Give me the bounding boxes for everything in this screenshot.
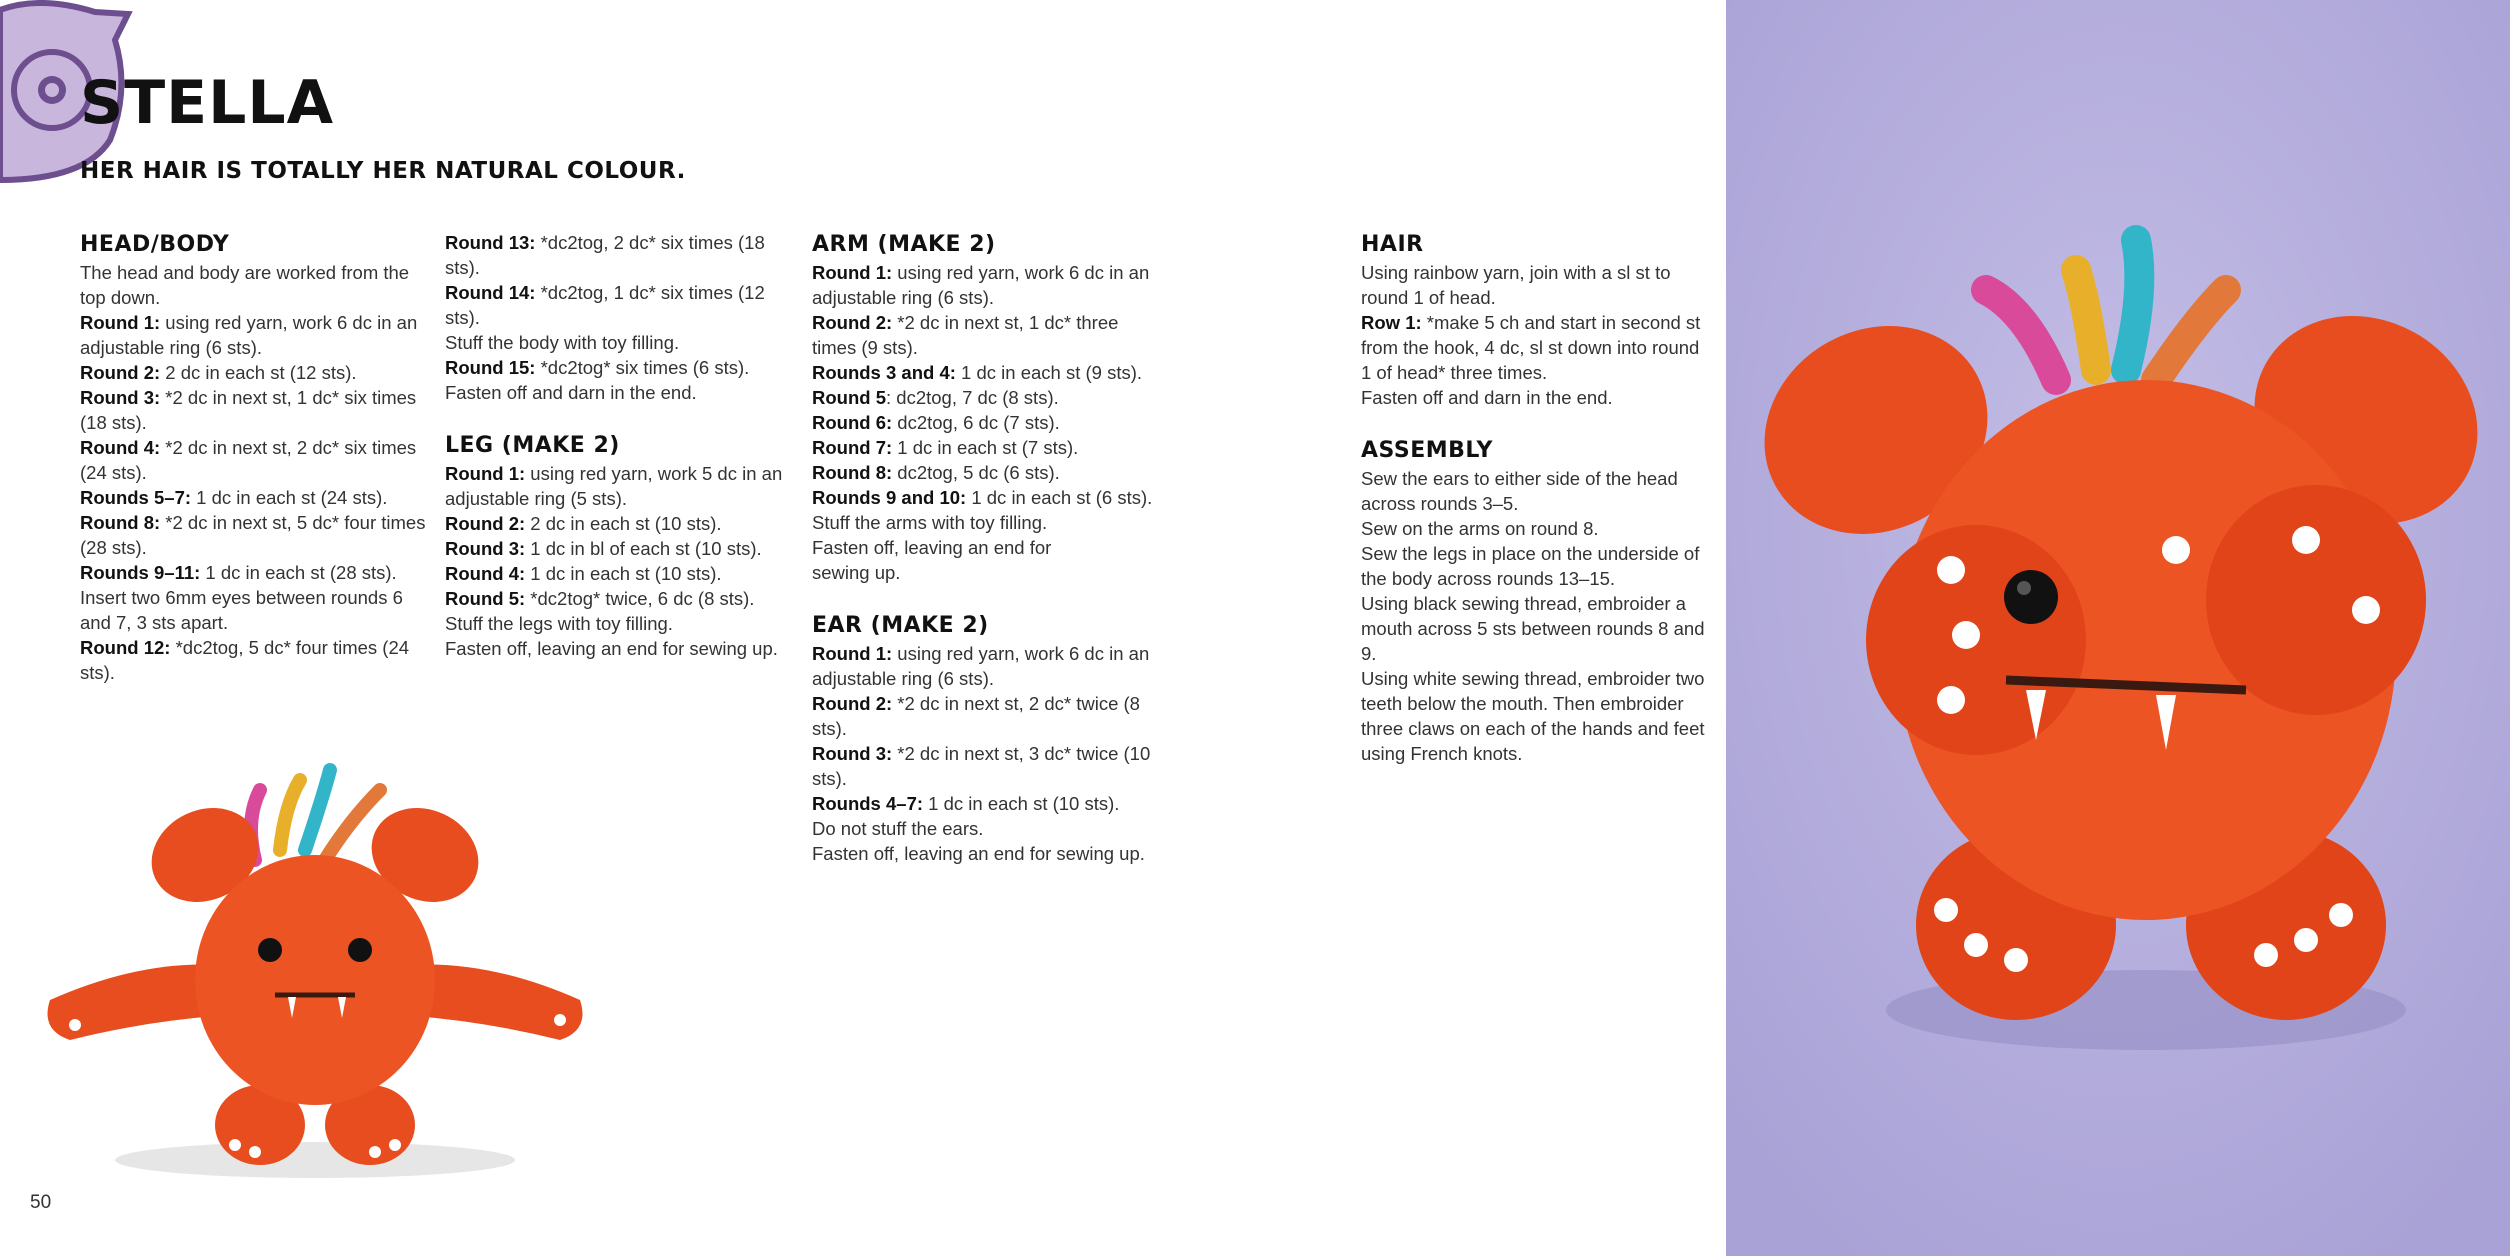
pattern-row: Rounds 4–7: 1 dc in each st (10 sts). bbox=[812, 793, 1120, 814]
section-heading-assembly: ASSEMBLY bbox=[1361, 438, 1493, 463]
pattern-row: Round 1: using red yarn, work 6 dc in an adjustable ring (6 sts). bbox=[812, 262, 1150, 308]
pattern-row: Round 4: *2 dc in next st, 2 dc* six times (24 sts). bbox=[80, 437, 417, 483]
pattern-row: Rounds 5–7: 1 dc in each st (24 sts). bbox=[80, 487, 388, 508]
pattern-row: Sew on the arms on round 8. bbox=[1361, 518, 1599, 539]
pattern-row: Stuff the body with toy filling. bbox=[445, 332, 680, 353]
section-heading-arm: ARM (MAKE 2) bbox=[812, 232, 996, 257]
pattern-row: Stuff the arms with toy filling. bbox=[812, 512, 1048, 533]
page-number: 50 bbox=[30, 1192, 52, 1213]
column-2 bbox=[445, 230, 795, 661]
pattern-row: Fasten off, leaving an end for sewing up. bbox=[812, 537, 1052, 583]
pattern-row: Rounds 9 and 10: 1 dc in each st (6 sts). bbox=[812, 487, 1153, 508]
column-4 bbox=[1361, 230, 1711, 766]
pattern-row: Stuff the legs with toy filling. bbox=[445, 613, 673, 634]
section-heading-ear: EAR (MAKE 2) bbox=[812, 613, 989, 638]
pattern-row: Round 1: using red yarn, work 6 dc in an adjustable ring (6 sts). bbox=[80, 312, 418, 358]
pattern-row: Fasten off and darn in the end. bbox=[1361, 387, 1613, 408]
pattern-row: Round 5: *dc2tog* twice, 6 dc (8 sts). bbox=[445, 588, 755, 609]
pattern-row: Round 15: *dc2tog* six times (6 sts). bbox=[445, 357, 750, 378]
pattern-row: Round 3: *2 dc in next st, 3 dc* twice (10 sts). bbox=[812, 743, 1151, 789]
pattern-row: Using black sewing thread, embroider a mouth across 5 sts between rounds 8 and 9. bbox=[1361, 593, 1705, 664]
pattern-row: Sew the legs in place on the underside of the body across rounds 13–15. bbox=[1361, 543, 1700, 589]
page-subtitle: HER HAIR IS TOTALLY HER NATURAL COLOUR. bbox=[80, 158, 686, 184]
section-heading-leg: LEG (MAKE 2) bbox=[445, 433, 620, 458]
pattern-row: Round 2: *2 dc in next st, 2 dc* twice (8 sts). bbox=[812, 693, 1140, 739]
pattern-row: Fasten off and darn in the end. bbox=[445, 382, 697, 403]
pattern-row: Round 8: dc2tog, 5 dc (6 sts). bbox=[812, 462, 1060, 483]
pattern-row: Round 2: 2 dc in each st (12 sts). bbox=[80, 362, 357, 383]
pattern-row: Using rainbow yarn, join with a sl st to round 1 of head. bbox=[1361, 262, 1671, 308]
pattern-row: Using white sewing thread, embroider two teeth below the mouth. Then embroider three claws on each of the hands and feet using French knots. bbox=[1361, 668, 1705, 764]
pattern-row: Round 3: 1 dc in bl of each st (10 sts). bbox=[445, 538, 762, 559]
pattern-row: Rounds 9–11: 1 dc in each st (28 sts). bbox=[80, 562, 397, 583]
pattern-row: Round 2: 2 dc in each st (10 sts). bbox=[445, 513, 722, 534]
pattern-row: The head and body are worked from the top down. bbox=[80, 262, 410, 308]
pattern-row: Row 1: *make 5 ch and start in second st from the hook, 4 dc, sl st down into round 1 of head* three times. bbox=[1361, 312, 1701, 383]
crochet-monster-photo-large bbox=[1726, 0, 2510, 1256]
section-heading-head-body: HEAD/BODY bbox=[80, 232, 230, 257]
section-heading-hair: HAIR bbox=[1361, 232, 1424, 257]
pattern-row: Sew the ears to either side of the head across rounds 3–5. bbox=[1361, 468, 1678, 514]
pattern-row: Round 6: dc2tog, 6 dc (7 sts). bbox=[812, 412, 1060, 433]
pattern-row: Round 1: using red yarn, work 5 dc in an adjustable ring (5 sts). bbox=[445, 463, 783, 509]
column-3 bbox=[812, 230, 1162, 866]
column-1 bbox=[80, 230, 430, 685]
pattern-row: Fasten off, leaving an end for sewing up. bbox=[812, 843, 1145, 864]
right-page-photo bbox=[1726, 0, 2510, 1256]
pattern-row: Rounds 3 and 4: 1 dc in each st (9 sts). bbox=[812, 362, 1143, 383]
pattern-row: Fasten off, leaving an end for sewing up. bbox=[445, 638, 778, 659]
pattern-row: Round 3: *2 dc in next st, 1 dc* six times (18 sts). bbox=[80, 387, 417, 433]
crochet-monster-photo-small bbox=[30, 750, 600, 1190]
pattern-row: Round 8: *2 dc in next st, 5 dc* four times (28 sts). bbox=[80, 512, 426, 558]
pattern-row: Round 2: *2 dc in next st, 1 dc* three times (9 sts). bbox=[812, 312, 1119, 358]
pattern-row: Round 4: 1 dc in each st (10 sts). bbox=[445, 563, 722, 584]
pattern-row: Round 14: *dc2tog, 1 dc* six times (12 sts). bbox=[445, 282, 765, 328]
pattern-row: Round 5: dc2tog, 7 dc (8 sts). bbox=[812, 387, 1059, 408]
pattern-row: Round 1: using red yarn, work 6 dc in an adjustable ring (6 sts). bbox=[812, 643, 1150, 689]
pattern-row: Round 13: *dc2tog, 2 dc* six times (18 sts). bbox=[445, 232, 765, 278]
pattern-row: Do not stuff the ears. bbox=[812, 818, 984, 839]
pattern-row: Insert two 6mm eyes between rounds 6 and 7, 3 sts apart. bbox=[80, 587, 403, 633]
pattern-row: Round 12: *dc2tog, 5 dc* four times (24 sts). bbox=[80, 637, 410, 683]
page-title: STELLA bbox=[80, 68, 335, 138]
pattern-row: Round 7: 1 dc in each st (7 sts). bbox=[812, 437, 1079, 458]
